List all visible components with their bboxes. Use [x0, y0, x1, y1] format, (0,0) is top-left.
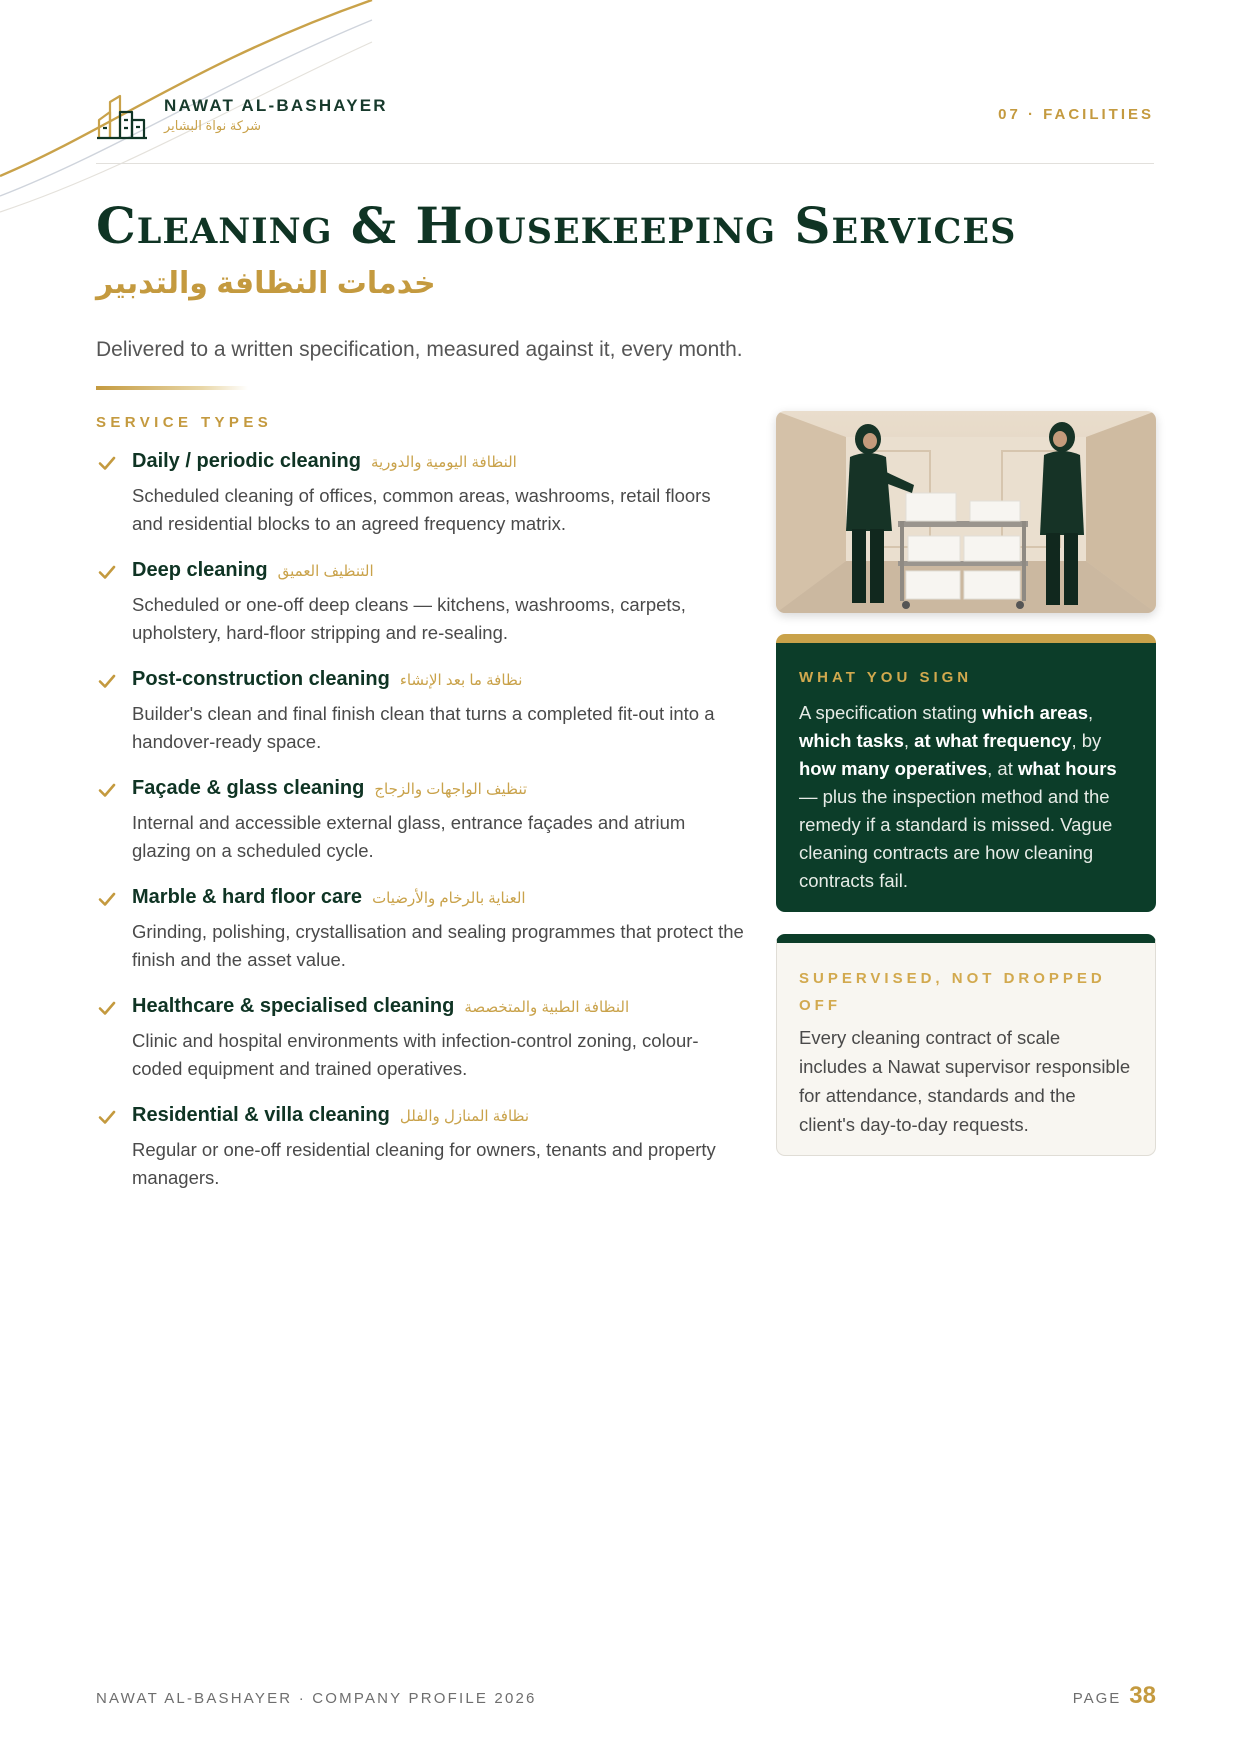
- gold-divider: [96, 386, 248, 390]
- service-types-heading: SERVICE TYPES: [96, 414, 273, 431]
- page-lede: Delivered to a written specification, measured against it, every month.: [96, 338, 743, 361]
- service-description: Clinic and hospital environments with infection-control zoning, colour-coded equipment and trained operatives.: [132, 1030, 699, 1079]
- housekeeping-staff-photo: [776, 411, 1156, 613]
- what-you-sign-card: [776, 634, 1156, 912]
- body-text: , by: [1071, 730, 1102, 751]
- building-skyline-logo: [96, 94, 148, 140]
- body-text: A specification stating: [799, 702, 983, 723]
- service-name-arabic: تنظيف الواجهات والزجاج: [374, 781, 528, 798]
- check-icon: [96, 1106, 118, 1128]
- service-description: Scheduled or one-off deep cleans — kitchens, washrooms, carpets, upholstery, hard-floor stripping and re-sealing.: [132, 594, 686, 643]
- supervised-body: Every cleaning contract of scale includes a Nawat supervisor responsible for attendance, standards and the client's day-to-day requests.: [799, 1027, 1131, 1135]
- service-description: Regular or one-off residential cleaning for owners, tenants and property managers.: [132, 1139, 716, 1188]
- brand-arabic-name: شركة نواة البشاير: [164, 118, 262, 133]
- page-number: 38: [1129, 1682, 1156, 1709]
- page-title-arabic: خدمات النظافة والتدبير: [96, 267, 436, 300]
- section-tag: 07 · FACILITIES: [998, 106, 1154, 123]
- service-item: [96, 777, 746, 865]
- service-description: Grinding, polishing, crystallisation and sealing programmes that protect the finish and the asset value.: [132, 921, 744, 970]
- body-text: ,: [903, 730, 915, 751]
- service-name: Healthcare & specialised cleaning: [132, 995, 455, 1017]
- service-name: Daily / periodic cleaning: [132, 450, 361, 472]
- service-name-arabic: النظافة الطبية والمتخصصة: [464, 999, 630, 1016]
- service-name-arabic: النظافة اليومية والدورية: [370, 454, 517, 471]
- service-name: Residential & villa cleaning: [132, 1104, 390, 1126]
- check-icon: [96, 452, 118, 474]
- service-name-arabic: التنظيف العميق: [277, 563, 374, 580]
- what-you-sign-heading: WHAT YOU SIGN: [799, 669, 973, 686]
- emphasis-text: which areas: [982, 702, 1088, 723]
- service-name: Façade & glass cleaning: [132, 777, 365, 799]
- service-item: [96, 668, 746, 756]
- service-name: Deep cleaning: [132, 559, 268, 581]
- service-item: [96, 1104, 746, 1192]
- service-name-arabic: العناية بالرخام والأرضيات: [372, 890, 526, 907]
- service-name: Post-construction cleaning: [132, 668, 390, 690]
- body-text: ,: [1087, 702, 1094, 723]
- body-text: , at: [987, 758, 1019, 779]
- service-item: [96, 886, 746, 974]
- supervised-card: [776, 934, 1156, 1156]
- service-name-arabic: نظافة ما بعد الإنشاء: [399, 672, 523, 689]
- service-item: [96, 995, 746, 1083]
- emphasis-text: at what frequency: [914, 730, 1072, 751]
- service-name: Marble & hard floor care: [132, 886, 363, 908]
- page-header: [96, 88, 1154, 164]
- emphasis-text: which tasks: [799, 730, 904, 751]
- what-you-sign-body: [799, 699, 1134, 895]
- check-icon: [96, 670, 118, 692]
- service-item: [96, 559, 746, 647]
- emphasis-text: what hours: [1018, 758, 1117, 779]
- emphasis-text: how many operatives: [799, 758, 988, 779]
- service-description: Builder's clean and final finish clean that turns a completed fit-out into a handover-ready space.: [132, 703, 715, 752]
- service-item: [96, 450, 746, 538]
- check-icon: [96, 997, 118, 1019]
- supervised-heading: SUPERVISED, NOT DROPPED OFF: [799, 970, 1106, 1014]
- page-label: PAGE: [1072, 1690, 1122, 1707]
- page-indicator: [1073, 1682, 1156, 1710]
- check-icon: [96, 779, 118, 801]
- service-description: Internal and accessible external glass, entrance façades and atrium glazing on a scheduled cycle.: [132, 812, 686, 861]
- service-name-arabic: نظافة المنازل والفلل: [399, 1108, 530, 1125]
- check-icon: [96, 888, 118, 910]
- service-list: [96, 450, 746, 1192]
- body-text: — plus the inspection method and the remedy if a standard is missed. Vague cleaning contracts are how cleaning contracts fail.: [799, 786, 1113, 891]
- brand-name: NAWAT AL-BASHAYER: [164, 96, 388, 115]
- footer-company: NAWAT AL-BASHAYER · COMPANY PROFILE 2026: [96, 1690, 537, 1707]
- page-title: Cleaning & Housekeeping Services: [96, 196, 1017, 255]
- check-icon: [96, 561, 118, 583]
- service-description: Scheduled cleaning of offices, common areas, washrooms, retail floors and residential blocks to an agreed frequency matrix.: [132, 485, 711, 534]
